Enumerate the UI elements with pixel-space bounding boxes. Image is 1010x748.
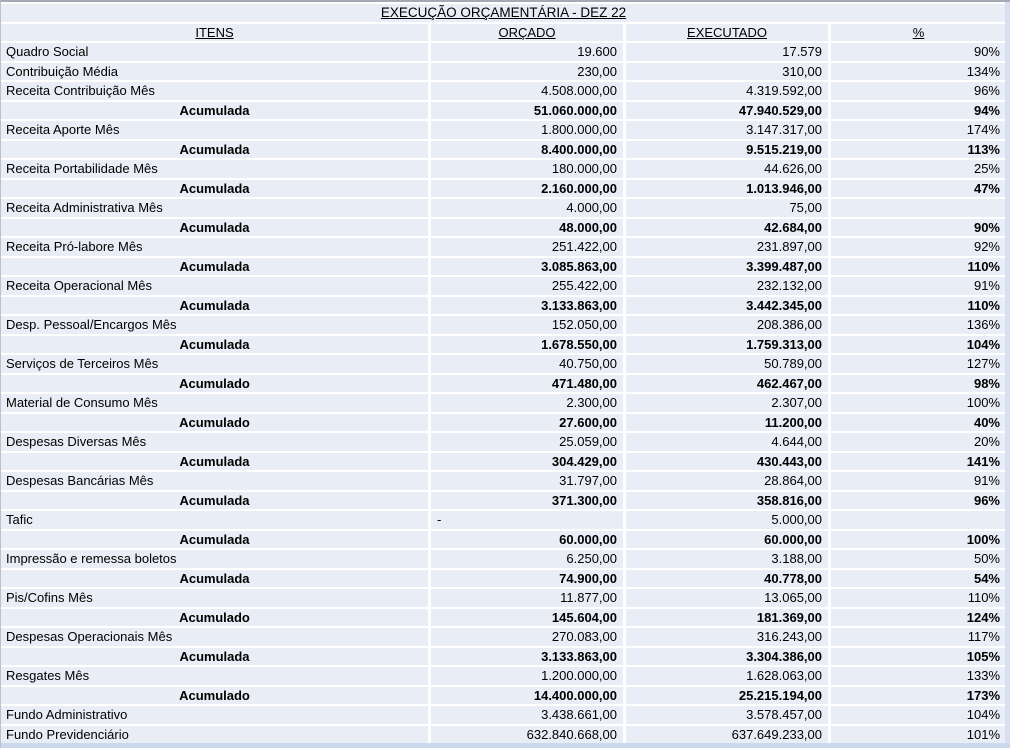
executado-cell: 3.442.345,00 [626, 297, 828, 315]
percent-cell: 96% [831, 82, 1006, 100]
orcado-cell: 4.508.000,00 [431, 82, 623, 100]
item-cell: Serviços de Terceiros Mês [1, 355, 428, 373]
column-header-orcado: ORÇADO [431, 24, 623, 42]
column-header-executado: EXECUTADO [626, 24, 828, 42]
item-cell: Acumulada [1, 336, 428, 354]
column-header-itens: ITENS [1, 24, 428, 42]
executado-cell: 316.243,00 [626, 628, 828, 646]
item-cell: Pis/Cofins Mês [1, 589, 428, 607]
orcado-cell: 180.000,00 [431, 160, 623, 178]
executado-cell: 208.386,00 [626, 316, 828, 334]
executado-cell: 28.864,00 [626, 472, 828, 490]
orcado-cell: 270.083,00 [431, 628, 623, 646]
percent-cell [831, 511, 1006, 529]
item-cell: Despesas Bancárias Mês [1, 472, 428, 490]
percent-cell: 47% [831, 180, 1006, 198]
orcado-cell: 31.797,00 [431, 472, 623, 490]
item-cell: Acumulado [1, 609, 428, 627]
orcado-cell: 48.000,00 [431, 219, 623, 237]
orcado-cell: 60.000,00 [431, 531, 623, 549]
percent-cell: 91% [831, 277, 1006, 295]
executado-cell: 3.399.487,00 [626, 258, 828, 276]
percent-cell: 136% [831, 316, 1006, 334]
item-cell: Receita Aporte Mês [1, 121, 428, 139]
item-cell: Acumulada [1, 102, 428, 120]
percent-cell: 110% [831, 258, 1006, 276]
orcado-cell: 251.422,00 [431, 238, 623, 256]
executado-cell: 44.626,00 [626, 160, 828, 178]
orcado-cell: 6.250,00 [431, 550, 623, 568]
item-cell: Acumulado [1, 414, 428, 432]
orcado-cell: 2.300,00 [431, 394, 623, 412]
orcado-cell: 2.160.000,00 [431, 180, 623, 198]
orcado-cell: 40.750,00 [431, 355, 623, 373]
orcado-cell: 230,00 [431, 63, 623, 81]
executado-cell: 430.443,00 [626, 453, 828, 471]
orcado-cell: 255.422,00 [431, 277, 623, 295]
right-edge-strip [1005, 2, 1010, 748]
orcado-cell: 3.133.863,00 [431, 648, 623, 666]
percent-cell: 98% [831, 375, 1006, 393]
item-cell: Acumulada [1, 297, 428, 315]
percent-cell: 90% [831, 43, 1006, 61]
percent-cell: 100% [831, 394, 1006, 412]
percent-cell: 133% [831, 667, 1006, 685]
orcado-cell: 3.438.661,00 [431, 706, 623, 724]
percent-cell: 101% [831, 726, 1006, 744]
orcado-cell: 4.000,00 [431, 199, 623, 217]
executado-cell: 462.467,00 [626, 375, 828, 393]
executado-cell: 47.940.529,00 [626, 102, 828, 120]
orcado-cell: 51.060.000,00 [431, 102, 623, 120]
percent-cell: 174% [831, 121, 1006, 139]
item-cell: Quadro Social [1, 43, 428, 61]
item-cell: Resgates Mês [1, 667, 428, 685]
orcado-cell: 1.800.000,00 [431, 121, 623, 139]
percent-cell: 91% [831, 472, 1006, 490]
item-cell: Desp. Pessoal/Encargos Mês [1, 316, 428, 334]
orcado-cell: 27.600,00 [431, 414, 623, 432]
item-cell: Material de Consumo Mês [1, 394, 428, 412]
item-cell: Despesas Operacionais Mês [1, 628, 428, 646]
executado-cell: 40.778,00 [626, 570, 828, 588]
executado-cell: 3.188,00 [626, 550, 828, 568]
executado-cell: 358.816,00 [626, 492, 828, 510]
item-cell: Despesas Diversas Mês [1, 433, 428, 451]
item-cell: Acumulado [1, 375, 428, 393]
executado-cell: 232.132,00 [626, 277, 828, 295]
percent-cell: 100% [831, 531, 1006, 549]
executado-cell: 637.649.233,00 [626, 726, 828, 744]
bottom-edge-strip [1, 743, 1010, 748]
executado-cell: 4.319.592,00 [626, 82, 828, 100]
percent-cell: 94% [831, 102, 1006, 120]
executado-cell: 60.000,00 [626, 531, 828, 549]
orcado-cell: 19.600 [431, 43, 623, 61]
executado-cell: 11.200,00 [626, 414, 828, 432]
item-cell: Receita Portabilidade Mês [1, 160, 428, 178]
executado-cell: 42.684,00 [626, 219, 828, 237]
item-cell: Acumulada [1, 492, 428, 510]
item-cell: Acumulado [1, 687, 428, 705]
orcado-cell: 25.059,00 [431, 433, 623, 451]
executado-cell: 310,00 [626, 63, 828, 81]
table-grid [1, 4, 1005, 743]
executado-cell: 1.628.063,00 [626, 667, 828, 685]
executado-cell: 181.369,00 [626, 609, 828, 627]
percent-cell: 134% [831, 63, 1006, 81]
orcado-cell: 471.480,00 [431, 375, 623, 393]
item-cell: Acumulada [1, 141, 428, 159]
item-cell: Acumulada [1, 219, 428, 237]
executado-cell: 2.307,00 [626, 394, 828, 412]
orcado-cell: 632.840.668,00 [431, 726, 623, 744]
percent-cell: 20% [831, 433, 1006, 451]
item-cell: Acumulada [1, 570, 428, 588]
item-cell: Acumulada [1, 531, 428, 549]
percent-cell: 110% [831, 297, 1006, 315]
item-cell: Fundo Administrativo [1, 706, 428, 724]
executado-cell: 3.147.317,00 [626, 121, 828, 139]
orcado-cell: 304.429,00 [431, 453, 623, 471]
column-header-percent: % [831, 24, 1006, 42]
orcado-cell: - [431, 511, 623, 529]
orcado-cell: 3.085.863,00 [431, 258, 623, 276]
orcado-cell: 14.400.000,00 [431, 687, 623, 705]
item-cell: Acumulada [1, 258, 428, 276]
orcado-cell: 74.900,00 [431, 570, 623, 588]
percent-cell: 40% [831, 414, 1006, 432]
executado-cell: 231.897,00 [626, 238, 828, 256]
item-cell: Contribuição Média [1, 63, 428, 81]
orcado-cell: 1.678.550,00 [431, 336, 623, 354]
orcado-cell: 145.604,00 [431, 609, 623, 627]
executado-cell: 9.515.219,00 [626, 141, 828, 159]
percent-cell: 141% [831, 453, 1006, 471]
table-title: EXECUÇÃO ORÇAMENTÁRIA - DEZ 22 [1, 4, 1006, 22]
orcado-cell: 371.300,00 [431, 492, 623, 510]
item-cell: Acumulada [1, 180, 428, 198]
percent-cell: 90% [831, 219, 1006, 237]
percent-cell: 54% [831, 570, 1006, 588]
item-cell: Acumulada [1, 648, 428, 666]
item-cell: Receita Contribuição Mês [1, 82, 428, 100]
item-cell: Receita Operacional Mês [1, 277, 428, 295]
percent-cell: 104% [831, 336, 1006, 354]
percent-cell: 113% [831, 141, 1006, 159]
item-cell: Acumulada [1, 453, 428, 471]
item-cell: Impressão e remessa boletos [1, 550, 428, 568]
orcado-cell: 11.877,00 [431, 589, 623, 607]
item-cell: Tafic [1, 511, 428, 529]
percent-cell [831, 199, 1006, 217]
percent-cell: 50% [831, 550, 1006, 568]
percent-cell: 25% [831, 160, 1006, 178]
executado-cell: 17.579 [626, 43, 828, 61]
percent-cell: 110% [831, 589, 1006, 607]
percent-cell: 127% [831, 355, 1006, 373]
orcado-cell: 8.400.000,00 [431, 141, 623, 159]
item-cell: Receita Pró-labore Mês [1, 238, 428, 256]
item-cell: Fundo Previdenciário [1, 726, 428, 744]
executado-cell: 1.013.946,00 [626, 180, 828, 198]
executado-cell: 4.644,00 [626, 433, 828, 451]
executado-cell: 75,00 [626, 199, 828, 217]
executado-cell: 5.000,00 [626, 511, 828, 529]
item-cell: Receita Administrativa Mês [1, 199, 428, 217]
executado-cell: 3.578.457,00 [626, 706, 828, 724]
executado-cell: 13.065,00 [626, 589, 828, 607]
orcado-cell: 3.133.863,00 [431, 297, 623, 315]
percent-cell: 96% [831, 492, 1006, 510]
percent-cell: 105% [831, 648, 1006, 666]
percent-cell: 117% [831, 628, 1006, 646]
percent-cell: 124% [831, 609, 1006, 627]
executado-cell: 3.304.386,00 [626, 648, 828, 666]
orcado-cell: 152.050,00 [431, 316, 623, 334]
percent-cell: 104% [831, 706, 1006, 724]
percent-cell: 92% [831, 238, 1006, 256]
percent-cell: 173% [831, 687, 1006, 705]
executado-cell: 25.215.194,00 [626, 687, 828, 705]
executado-cell: 1.759.313,00 [626, 336, 828, 354]
executado-cell: 50.789,00 [626, 355, 828, 373]
orcado-cell: 1.200.000,00 [431, 667, 623, 685]
